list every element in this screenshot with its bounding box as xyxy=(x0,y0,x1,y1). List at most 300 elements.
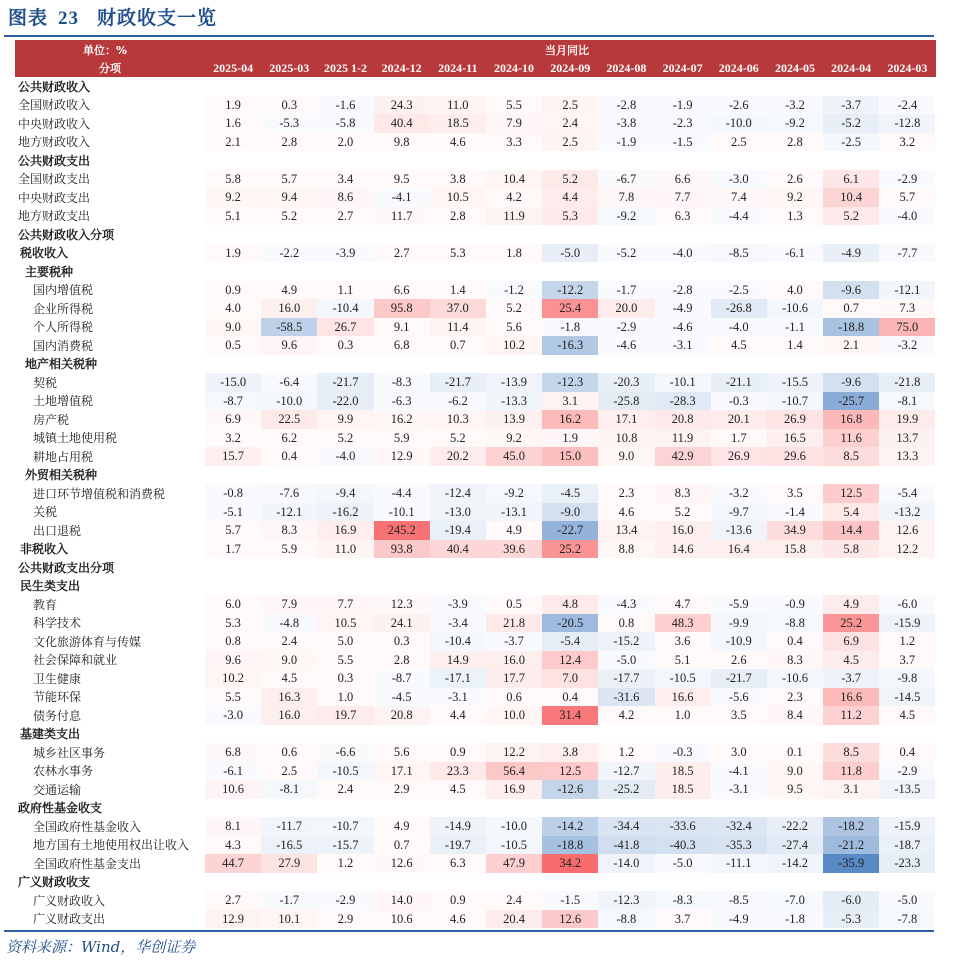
heatmap-cell: 2.6 xyxy=(711,651,767,670)
heatmap-cell: 12.6 xyxy=(879,521,935,540)
row-label: 关税 xyxy=(33,505,58,520)
heatmap-cell: 27.9 xyxy=(261,854,317,873)
table-row xyxy=(15,706,936,725)
heatmap-cell: -32.4 xyxy=(711,817,767,836)
heatmap-cell: 5.6 xyxy=(374,743,430,762)
heatmap-cell: -10.7 xyxy=(767,392,823,411)
heatmap-cell: 0.8 xyxy=(598,614,654,633)
heatmap-cell: -12.4 xyxy=(430,484,486,503)
heatmap-cell: 8.3 xyxy=(655,484,711,503)
heatmap-cell: 16.5 xyxy=(767,429,823,448)
heatmap-cell: -10.0 xyxy=(486,817,542,836)
heatmap-cell: 20.4 xyxy=(486,910,542,929)
heatmap-cell: -8.3 xyxy=(655,891,711,910)
heatmap-cell: 12.6 xyxy=(374,854,430,873)
heatmap-cell: -4.6 xyxy=(655,318,711,337)
heatmap-cell: 13.3 xyxy=(879,447,935,466)
heatmap-cell: 0.6 xyxy=(261,743,317,762)
heatmap-cell: 18.5 xyxy=(655,762,711,781)
row-label: 基建类支出 xyxy=(20,727,81,742)
heatmap-cell: -20.3 xyxy=(598,373,654,392)
heatmap-cell: -1.1 xyxy=(767,318,823,337)
heatmap-cell: 16.0 xyxy=(261,299,317,318)
heatmap-cell: 0.8 xyxy=(205,632,261,651)
table-row xyxy=(15,133,936,152)
heatmap-cell: -6.4 xyxy=(261,373,317,392)
heatmap-cell: -6.0 xyxy=(823,891,879,910)
row-label: 农林水事务 xyxy=(33,764,94,779)
heatmap-cell: 3.4 xyxy=(317,170,373,189)
row-label: 文化旅游体育与传媒 xyxy=(33,634,142,649)
row-label: 城镇土地使用税 xyxy=(33,431,118,446)
heatmap-cell: 5.2 xyxy=(823,207,879,226)
heatmap-cell: 93.8 xyxy=(374,540,430,559)
heatmap-cell: 16.0 xyxy=(486,651,542,670)
unit-label: 单位：% xyxy=(83,44,128,57)
heatmap-cell: -11.7 xyxy=(261,817,317,836)
heatmap-cell: 9.1 xyxy=(374,318,430,337)
heatmap-cell: -10.5 xyxy=(486,836,542,855)
heatmap-cell: 3.6 xyxy=(655,632,711,651)
table-row xyxy=(15,762,936,781)
heatmap-cell: 47.9 xyxy=(486,854,542,873)
table-row xyxy=(15,836,936,855)
heatmap-cell: -8.1 xyxy=(879,392,935,411)
heatmap-cell: 16.0 xyxy=(261,706,317,725)
heatmap-cell: 17.7 xyxy=(486,669,542,688)
heatmap-cell: -5.3 xyxy=(261,114,317,133)
heatmap-cell: 16.2 xyxy=(374,410,430,429)
heatmap-cell: 11.0 xyxy=(317,540,373,559)
heatmap-cell: 10.6 xyxy=(374,910,430,929)
heatmap-cell: -21.1 xyxy=(711,373,767,392)
heatmap-cell: 10.5 xyxy=(317,614,373,633)
table-row xyxy=(15,336,936,355)
heatmap-cell: -12.3 xyxy=(598,891,654,910)
heatmap-cell: -35.9 xyxy=(823,854,879,873)
heatmap-cell: 6.3 xyxy=(430,854,486,873)
heatmap-cell: 4.2 xyxy=(486,188,542,207)
heatmap-cell: -5.0 xyxy=(598,651,654,670)
heatmap-cell: 17.1 xyxy=(598,410,654,429)
heatmap-cell: -5.6 xyxy=(711,688,767,707)
heatmap-cell: -2.5 xyxy=(823,133,879,152)
heatmap-cell: -15.9 xyxy=(879,817,935,836)
heatmap-cell: -18.7 xyxy=(879,836,935,855)
section-row xyxy=(15,799,936,818)
row-label: 公共财政支出分项 xyxy=(18,560,115,575)
heatmap-cell: 8.3 xyxy=(767,651,823,670)
heatmap-cell: 5.2 xyxy=(430,429,486,448)
heatmap-cell: 2.8 xyxy=(374,651,430,670)
source-note: 资料来源：Wind，华创证券 xyxy=(6,938,196,956)
heatmap-cell: 1.2 xyxy=(317,854,373,873)
column-header: 2024-05 xyxy=(774,61,815,75)
figure-prefix: 图表 xyxy=(8,8,49,29)
heatmap-cell: 3.7 xyxy=(655,910,711,929)
heatmap-cell: 1.6 xyxy=(205,114,261,133)
row-label: 公共财政收入分项 xyxy=(18,227,115,242)
heatmap-cell: 4.5 xyxy=(430,780,486,799)
heatmap-cell: 3.2 xyxy=(879,133,935,152)
heatmap-cell: -3.7 xyxy=(486,632,542,651)
heatmap-cell: 4.9 xyxy=(486,521,542,540)
row-label: 债务付息 xyxy=(33,708,82,723)
heatmap-cell: -4.6 xyxy=(598,336,654,355)
bottom-divider xyxy=(4,930,934,932)
heatmap-cell: 6.8 xyxy=(374,336,430,355)
row-label: 广义财政收支 xyxy=(18,875,91,890)
heatmap-cell: 26.9 xyxy=(767,410,823,429)
heatmap-cell: -10.1 xyxy=(374,503,430,522)
heatmap-cell: 2.8 xyxy=(767,133,823,152)
table-row xyxy=(15,484,936,503)
section-row xyxy=(15,225,936,244)
heatmap-cell: 2.7 xyxy=(205,891,261,910)
heatmap-cell: 10.6 xyxy=(205,780,261,799)
heatmap-cell: 0.7 xyxy=(374,836,430,855)
heatmap-cell: 7.9 xyxy=(261,595,317,614)
heatmap-cell: 40.4 xyxy=(430,540,486,559)
heatmap-cell: 1.4 xyxy=(767,336,823,355)
heatmap-cell: -10.4 xyxy=(317,299,373,318)
heatmap-cell: 9.6 xyxy=(261,336,317,355)
heatmap-cell: -33.6 xyxy=(655,817,711,836)
heatmap-cell: -20.5 xyxy=(542,614,598,633)
heatmap-cell: 40.4 xyxy=(374,114,430,133)
heatmap-cell: -21.7 xyxy=(711,669,767,688)
heatmap-cell: -13.2 xyxy=(879,503,935,522)
heatmap-cell: 4.6 xyxy=(598,503,654,522)
heatmap-cell: -1.7 xyxy=(598,281,654,300)
section-row xyxy=(15,151,936,170)
heatmap-cell: -2.5 xyxy=(711,281,767,300)
heatmap-cell: 1.7 xyxy=(711,429,767,448)
heatmap-cell: 2.5 xyxy=(261,762,317,781)
heatmap-cell: 9.2 xyxy=(486,429,542,448)
heatmap-cell: 4.3 xyxy=(205,836,261,855)
heatmap-cell: 1.7 xyxy=(205,540,261,559)
column-header: 2024-09 xyxy=(550,61,591,75)
heatmap-cell: 3.5 xyxy=(767,484,823,503)
heatmap-cell: 8.1 xyxy=(205,817,261,836)
column-header: 2024-12 xyxy=(381,61,422,75)
heatmap-cell: -26.8 xyxy=(711,299,767,318)
heatmap-cell: 2.9 xyxy=(374,780,430,799)
heatmap-cell: 16.3 xyxy=(261,688,317,707)
heatmap-cell: 44.7 xyxy=(205,854,261,873)
heatmap-cell: 0.7 xyxy=(430,336,486,355)
table-row xyxy=(15,669,936,688)
heatmap-cell: 5.7 xyxy=(879,188,935,207)
heatmap-cell: 5.3 xyxy=(542,207,598,226)
heatmap-cell: 2.6 xyxy=(767,170,823,189)
heatmap-cell: -2.9 xyxy=(317,891,373,910)
heatmap-cell: 4.7 xyxy=(655,595,711,614)
heatmap-cell: 20.8 xyxy=(655,410,711,429)
heatmap-cell: 1.0 xyxy=(317,688,373,707)
heatmap-cell: 5.5 xyxy=(486,96,542,115)
heatmap-cell: -13.3 xyxy=(486,392,542,411)
heatmap-cell: 6.9 xyxy=(205,410,261,429)
heatmap-cell: 20.8 xyxy=(374,706,430,725)
heatmap-cell: 24.3 xyxy=(374,96,430,115)
heatmap-cell: 6.8 xyxy=(205,743,261,762)
heatmap-cell: 10.0 xyxy=(486,706,542,725)
row-label: 广义财政支出 xyxy=(33,912,106,927)
heatmap-cell: -4.9 xyxy=(823,244,879,263)
heatmap-cell: -1.4 xyxy=(767,503,823,522)
row-label: 外贸相关税种 xyxy=(25,468,98,483)
heatmap-cell: -18.8 xyxy=(542,836,598,855)
heatmap-cell: -0.3 xyxy=(655,743,711,762)
heatmap-cell: -2.8 xyxy=(598,96,654,115)
heatmap-cell: 5.0 xyxy=(317,632,373,651)
heatmap-cell: -3.9 xyxy=(317,244,373,263)
heatmap-cell: 4.8 xyxy=(542,595,598,614)
heatmap-cell: -4.1 xyxy=(711,762,767,781)
heatmap-cell: -14.0 xyxy=(598,854,654,873)
heatmap-cell: 18.5 xyxy=(430,114,486,133)
heatmap-cell: -2.9 xyxy=(879,762,935,781)
heatmap-cell: -12.2 xyxy=(542,281,598,300)
table-row xyxy=(15,188,936,207)
heatmap-cell: 1.2 xyxy=(879,632,935,651)
column-header: 2024-07 xyxy=(662,61,703,75)
heatmap-cell: -12.1 xyxy=(879,281,935,300)
heatmap-cell: 0.9 xyxy=(430,743,486,762)
section-row xyxy=(15,77,936,96)
row-label: 全国政府性基金支出 xyxy=(33,856,142,871)
heatmap-cell: 9.4 xyxy=(261,188,317,207)
heatmap-cell: -5.4 xyxy=(879,484,935,503)
heatmap-cell: -8.5 xyxy=(711,244,767,263)
heatmap-cell: 10.1 xyxy=(261,910,317,929)
heatmap-cell: -58.5 xyxy=(261,318,317,337)
heatmap-cell: 10.8 xyxy=(598,429,654,448)
heatmap-cell: 5.5 xyxy=(205,688,261,707)
row-label: 企业所得税 xyxy=(33,301,94,316)
table-row xyxy=(15,373,936,392)
heatmap-cell: 9.9 xyxy=(317,410,373,429)
section-row xyxy=(15,577,936,596)
heatmap-cell: -12.8 xyxy=(879,114,935,133)
heatmap-cell: -28.3 xyxy=(655,392,711,411)
heatmap-cell: 10.2 xyxy=(205,669,261,688)
heatmap-cell: 11.0 xyxy=(430,96,486,115)
heatmap-cell: -10.0 xyxy=(261,392,317,411)
heatmap-cell: -21.2 xyxy=(823,836,879,855)
heatmap-cell: -3.2 xyxy=(767,96,823,115)
section-row xyxy=(15,466,936,485)
heatmap-cell: 25.4 xyxy=(542,299,598,318)
heatmap-cell: 12.5 xyxy=(823,484,879,503)
heatmap-cell: -4.0 xyxy=(655,244,711,263)
heatmap-cell: -21.7 xyxy=(430,373,486,392)
column-header: 2025 1-2 xyxy=(323,61,367,75)
heatmap-cell: -15.9 xyxy=(879,614,935,633)
heatmap-cell: -9.4 xyxy=(317,484,373,503)
heatmap-cell: 0.5 xyxy=(486,595,542,614)
heatmap-cell: -9.2 xyxy=(598,207,654,226)
heatmap-cell: 4.6 xyxy=(430,910,486,929)
table-row xyxy=(15,207,936,226)
heatmap-cell: -4.4 xyxy=(374,484,430,503)
heatmap-cell: 13.9 xyxy=(486,410,542,429)
heatmap-cell: -0.3 xyxy=(711,392,767,411)
heatmap-cell: -31.6 xyxy=(598,688,654,707)
heatmap-cell: -1.5 xyxy=(542,891,598,910)
heatmap-cell: -10.0 xyxy=(711,114,767,133)
heatmap-cell: 9.6 xyxy=(205,651,261,670)
heatmap-cell: -9.2 xyxy=(486,484,542,503)
table-row xyxy=(15,114,936,133)
heatmap-cell: 9.2 xyxy=(205,188,261,207)
heatmap-cell: 31.4 xyxy=(542,706,598,725)
heatmap-cell: -19.4 xyxy=(430,521,486,540)
heatmap-cell: 5.3 xyxy=(430,244,486,263)
heatmap-cell: 8.5 xyxy=(823,743,879,762)
heatmap-cell: 39.6 xyxy=(486,540,542,559)
table-row xyxy=(15,244,936,263)
heatmap-cell: 1.2 xyxy=(598,743,654,762)
heatmap-cell: 2.7 xyxy=(374,244,430,263)
heatmap-cell: 12.3 xyxy=(374,595,430,614)
table-row xyxy=(15,318,936,337)
heatmap-cell: -8.8 xyxy=(767,614,823,633)
heatmap-cell: 7.0 xyxy=(542,669,598,688)
heatmap-cell: -14.2 xyxy=(767,854,823,873)
heatmap-cell: 12.6 xyxy=(542,910,598,929)
heatmap-cell: -1.5 xyxy=(655,133,711,152)
heatmap-cell: -12.6 xyxy=(542,780,598,799)
heatmap-cell: 4.9 xyxy=(823,595,879,614)
heatmap-cell: -4.0 xyxy=(879,207,935,226)
heatmap-cell: -7.0 xyxy=(767,891,823,910)
row-label: 地方财政支出 xyxy=(18,209,91,224)
table-row xyxy=(15,281,936,300)
heatmap-cell: -7.6 xyxy=(261,484,317,503)
heatmap-cell: -6.1 xyxy=(767,244,823,263)
heatmap-cell: -12.7 xyxy=(598,762,654,781)
heatmap-cell: 0.4 xyxy=(879,743,935,762)
heatmap-cell: -8.7 xyxy=(374,669,430,688)
row-label: 房产税 xyxy=(33,412,70,427)
heatmap-cell: -14.5 xyxy=(879,688,935,707)
column-header: 2024-11 xyxy=(438,61,478,75)
table-row xyxy=(15,743,936,762)
heatmap-cell: -2.8 xyxy=(655,281,711,300)
heatmap-cell: 4.9 xyxy=(261,281,317,300)
heatmap-cell: 6.6 xyxy=(655,170,711,189)
heatmap-cell: 9.0 xyxy=(205,318,261,337)
heatmap-cell: 2.3 xyxy=(598,484,654,503)
heatmap-cell: 45.0 xyxy=(486,447,542,466)
heatmap-cell: 7.8 xyxy=(598,188,654,207)
row-header-label: 分项 xyxy=(99,62,121,75)
heatmap-cell: 9.5 xyxy=(767,780,823,799)
heatmap-cell: 4.4 xyxy=(542,188,598,207)
heatmap-cell: 20.1 xyxy=(711,410,767,429)
heatmap-cell: 10.3 xyxy=(430,410,486,429)
heatmap-cell: 4.5 xyxy=(879,706,935,725)
heatmap-cell: 14.0 xyxy=(374,891,430,910)
heatmap-cell: 5.2 xyxy=(486,299,542,318)
heatmap-cell: 5.2 xyxy=(655,503,711,522)
heatmap-cell: -4.0 xyxy=(317,447,373,466)
heatmap-cell: -9.9 xyxy=(711,614,767,633)
heatmap-cell: 20.0 xyxy=(598,299,654,318)
table-header xyxy=(15,40,936,77)
row-label: 政府性基金收支 xyxy=(18,801,103,816)
column-header: 2025-03 xyxy=(269,61,310,75)
heatmap-cell: -6.3 xyxy=(374,392,430,411)
row-label: 科学技术 xyxy=(33,616,82,631)
heatmap-cell: 11.8 xyxy=(823,762,879,781)
table-row xyxy=(15,540,936,559)
heatmap-cell: -8.3 xyxy=(374,373,430,392)
column-header: 2024-04 xyxy=(831,61,872,75)
heatmap-cell: -2.2 xyxy=(261,244,317,263)
heatmap-cell: 2.4 xyxy=(317,780,373,799)
heatmap-cell: 4.4 xyxy=(430,706,486,725)
heatmap-cell: -22.2 xyxy=(767,817,823,836)
heatmap-cell: -1.9 xyxy=(598,133,654,152)
column-header: 2024-10 xyxy=(494,61,535,75)
heatmap-cell: 3.7 xyxy=(879,651,935,670)
heatmap-cell: 42.9 xyxy=(655,447,711,466)
heatmap-cell: 9.0 xyxy=(767,762,823,781)
row-label: 地方财政收入 xyxy=(18,135,91,150)
heatmap-cell: 3.8 xyxy=(542,743,598,762)
row-label: 公共财政支出 xyxy=(18,153,91,168)
heatmap-cell: -10.6 xyxy=(767,299,823,318)
heatmap-cell: -5.8 xyxy=(317,114,373,133)
heatmap-cell: 19.9 xyxy=(879,410,935,429)
heatmap-cell: 8.4 xyxy=(767,706,823,725)
heatmap-cell: -3.1 xyxy=(711,780,767,799)
heatmap-cell: -3.1 xyxy=(430,688,486,707)
heatmap-cell: -16.5 xyxy=(261,836,317,855)
column-header: 2024-08 xyxy=(606,61,647,75)
heatmap-cell: 2.8 xyxy=(261,133,317,152)
heatmap-cell: 24.1 xyxy=(374,614,430,633)
heatmap-cell: -2.4 xyxy=(879,96,935,115)
figure-title xyxy=(8,3,217,30)
heatmap-cell: 6.9 xyxy=(823,632,879,651)
row-label: 全国政府性基金收入 xyxy=(33,819,142,834)
heatmap-cell: 5.4 xyxy=(823,503,879,522)
heatmap-cell: 2.3 xyxy=(767,688,823,707)
heatmap-cell: -13.0 xyxy=(430,503,486,522)
heatmap-cell: -35.3 xyxy=(711,836,767,855)
heatmap-cell: -1.2 xyxy=(486,281,542,300)
table-row xyxy=(15,632,936,651)
figure-title-text: 财政收支一览 xyxy=(97,8,218,29)
heatmap-cell: -1.7 xyxy=(261,891,317,910)
row-label: 进口环节增值税和消费税 xyxy=(33,486,166,501)
heatmap-cell: -4.5 xyxy=(542,484,598,503)
heatmap-cell: -3.4 xyxy=(430,614,486,633)
heatmap-cell: 5.2 xyxy=(542,170,598,189)
heatmap-cell: 34.2 xyxy=(542,854,598,873)
heatmap-cell: -9.2 xyxy=(767,114,823,133)
heatmap-cell: 3.8 xyxy=(430,170,486,189)
column-header: 2025-04 xyxy=(213,61,254,75)
heatmap-cell: 5.2 xyxy=(317,429,373,448)
heatmap-cell: -14.9 xyxy=(430,817,486,836)
heatmap-cell: -6.6 xyxy=(317,743,373,762)
